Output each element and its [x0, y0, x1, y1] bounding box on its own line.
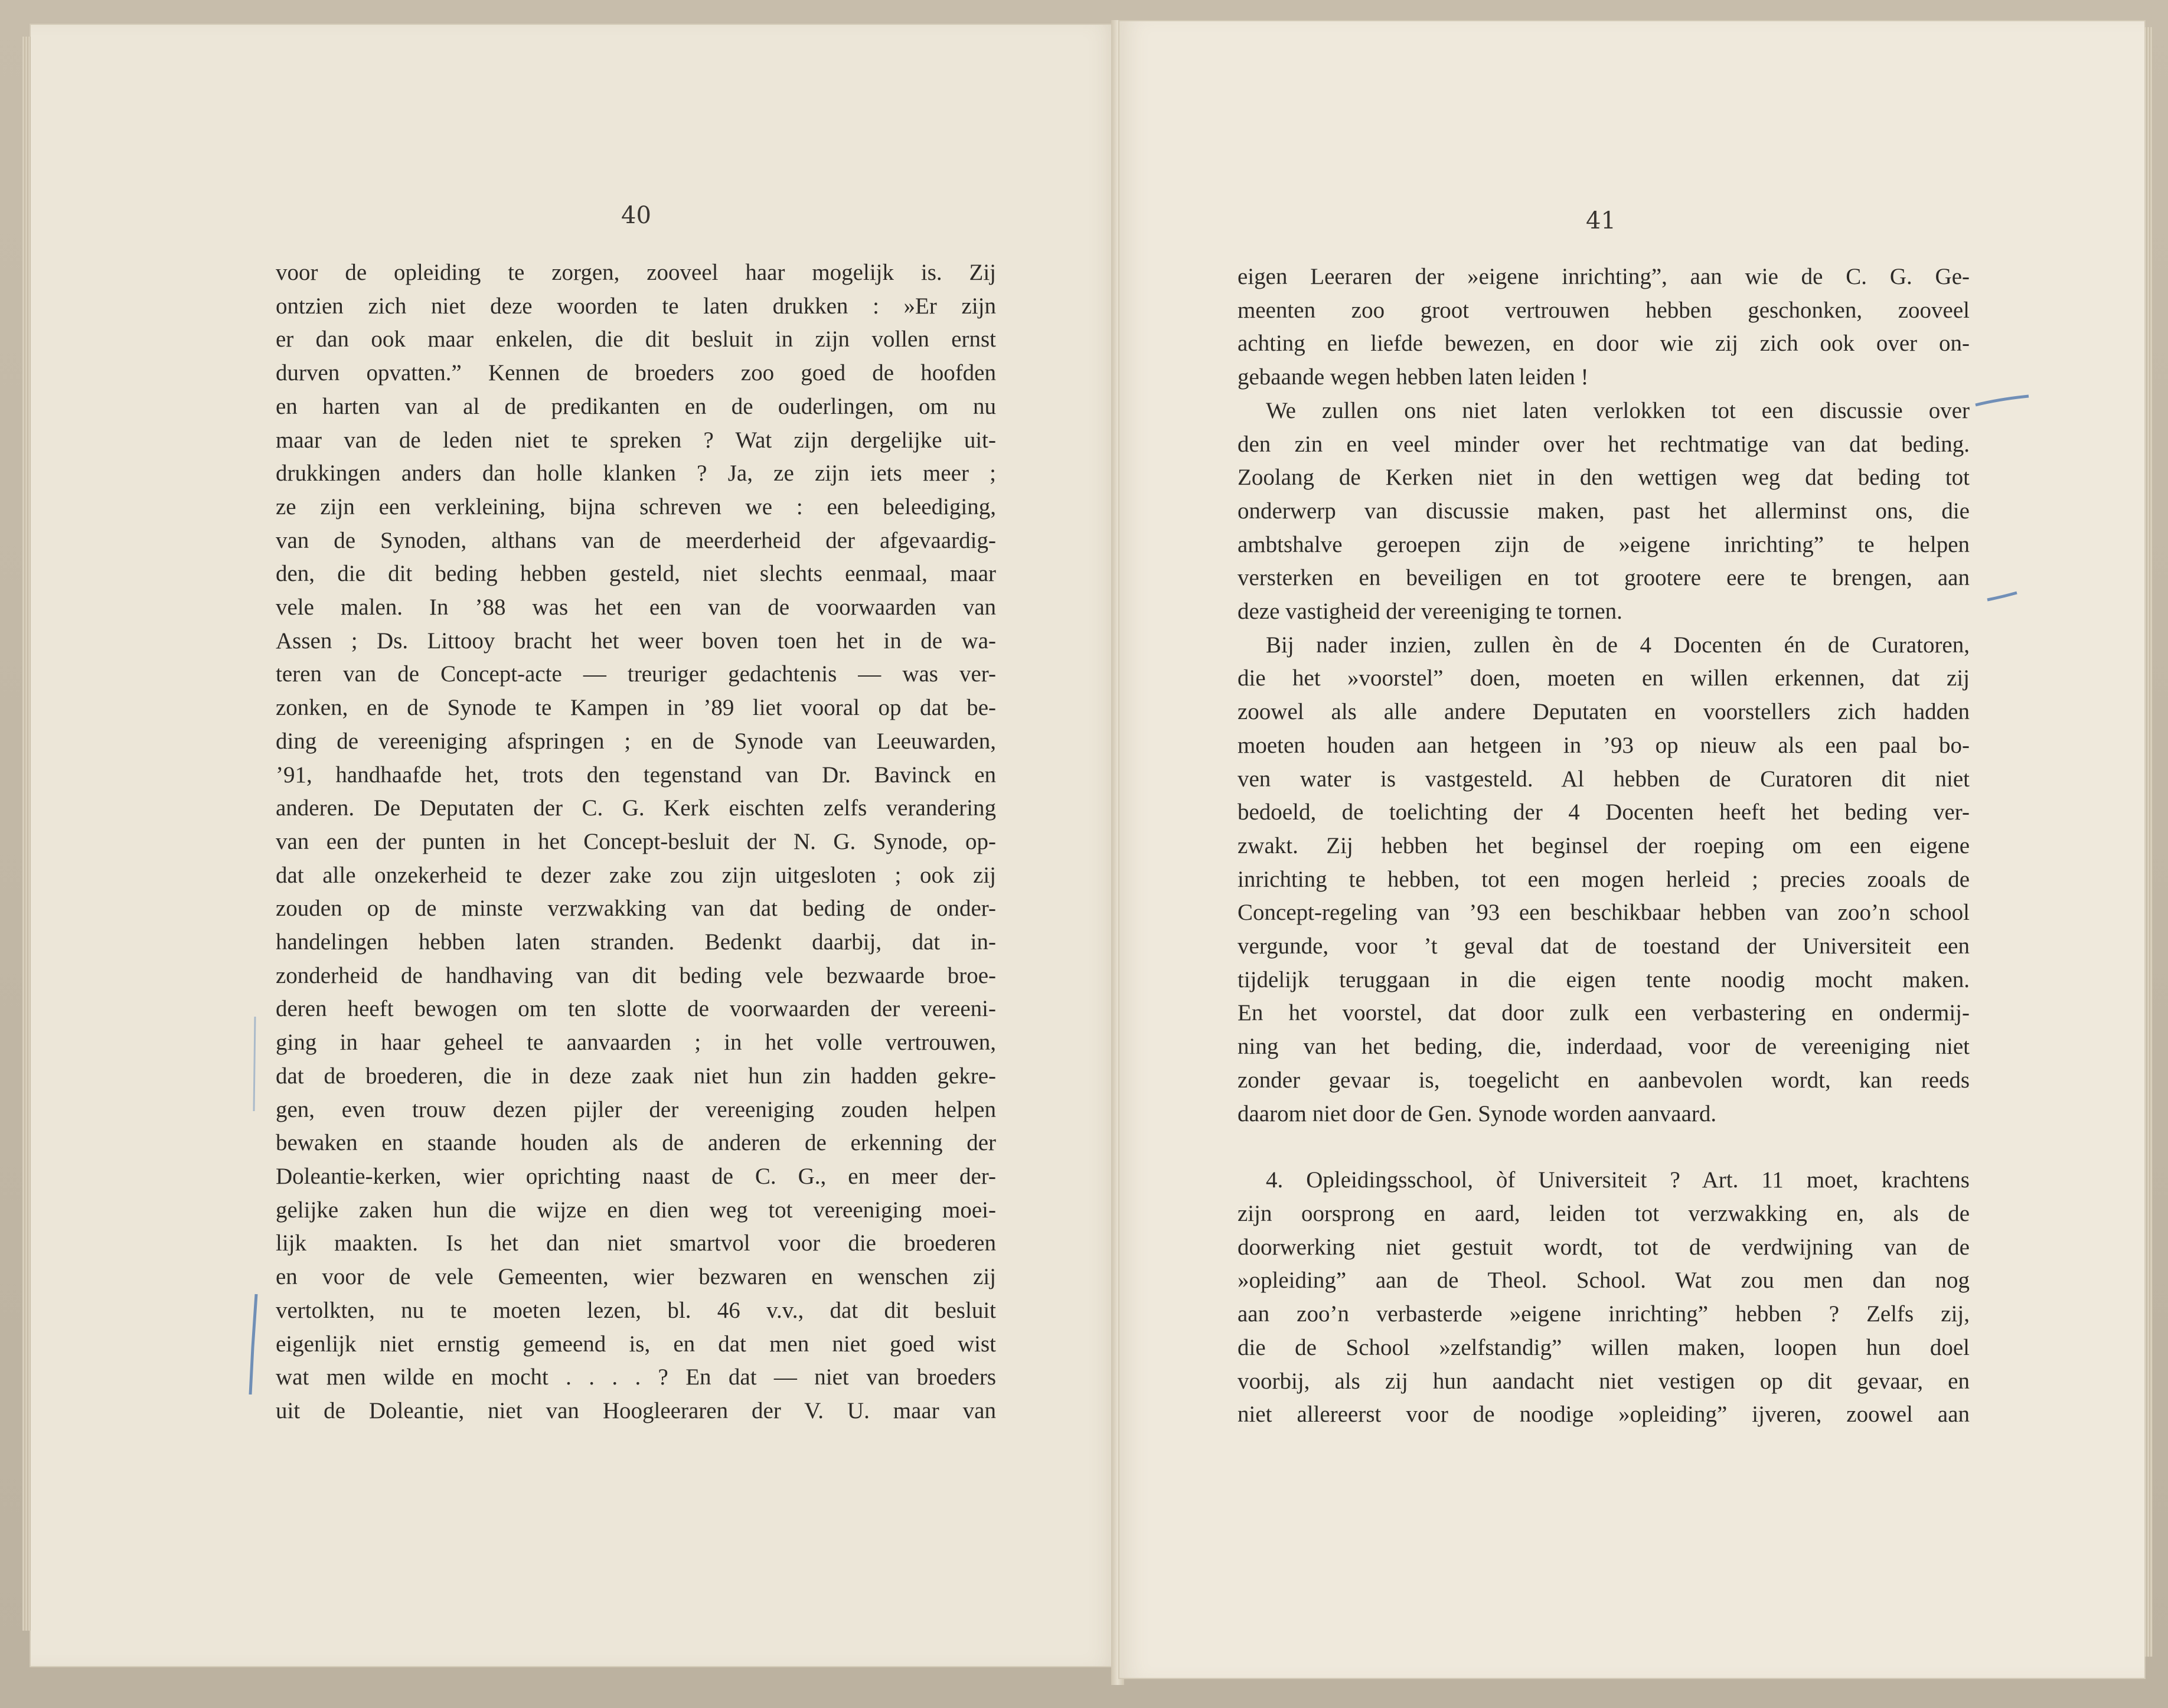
pencil-margin-mark-left [243, 1017, 267, 1395]
text-line: gelijke zaken hun die wijze en dien weg tot vereeniging moei- [276, 1197, 996, 1223]
text-line: handelingen hebben laten stranden. Bedenkt daarbij, dat in- [276, 929, 996, 955]
text-line: vergunde, voor ’t geval dat de toestand der Universiteit een [1238, 933, 1970, 959]
text-line: ning van het beding, die, inderdaad, voor de vereeniging niet [1238, 1034, 1970, 1060]
text-line: zwakt. Zij hebben het beginsel der roeping om een eigene [1238, 832, 1970, 858]
text-line: er dan ook maar enkelen, die dit besluit in zijn vollen ernst [276, 326, 996, 352]
text-line: daarom niet door de Gen. Synode worden aanvaard. [1238, 1100, 1717, 1126]
paragraph-first-line: 4. Opleidingsschool, òf Universiteit ? Art. 11 moet, krachtens [1266, 1167, 1970, 1193]
text-line: dat de broederen, die in deze zaak niet hun zin hadden gekre- [276, 1063, 996, 1089]
open-book [18, 20, 2150, 1691]
text-line: maar van de leden niet te spreken ? Wat zijn dergelijke uit- [276, 427, 996, 453]
text-line: bewaken en staande houden als de anderen de erkenning der [276, 1130, 996, 1156]
text-line: en voor de vele Gemeenten, wier bezwaren en wenschen zij [276, 1264, 996, 1290]
left-page [30, 24, 1118, 1667]
text-line: zonder gevaar is, toegelicht en aanbevolen wordt, kan reeds [1238, 1067, 1970, 1093]
text-line: uit de Doleantie, niet van Hoogleeraren der V. U. maar van [276, 1397, 996, 1423]
text-line: eigenlijk niet ernstig gemeend is, en dat men niet goed wist [276, 1331, 996, 1357]
text-line: voor de opleiding te zorgen, zooveel haar mogelijk is. Zij [276, 260, 996, 285]
text-line: voorbij, als zij hun aandacht niet vestigen op dit gevaar, en [1238, 1368, 1970, 1394]
text-line: achting en liefde bewezen, en door wie zij zich ook over on- [1238, 331, 1970, 357]
text-line: van de Synoden, althans van de meerderheid der afgevaardig- [276, 527, 996, 553]
text-line: anderen. De Deputaten der C. G. Kerk eischten zelfs verandering [276, 795, 996, 821]
text-line: vele malen. In ’88 was het een van de voorwaarden van [276, 595, 996, 621]
text-line: aan zoo’n verbasterde »eigene inrichting” hebben ? Zelfs zij, [1238, 1301, 1970, 1327]
section-gap [1238, 1131, 1970, 1164]
text-line: ze zijn een verkleining, bijna schreven we : een beleediging, [276, 494, 996, 520]
text-line: doorwerking niet gestuit wordt, tot de verdwijning van de [1238, 1234, 1970, 1260]
text-line: durven opvatten.” Kennen de broeders zoo goed de hoofden [276, 360, 996, 386]
text-line: niet allereerst voor de noodige »opleiding” ijveren, zoowel aan [1238, 1402, 1970, 1428]
text-line: dat alle onzekerheid te dezer zake zou zijn uitgesloten ; ook zij [276, 862, 996, 888]
text-line: ambtshalve geroepen zijn de »eigene inrichting” te helpen [1238, 531, 1970, 557]
text-line: Concept-regeling van ’93 een beschikbaar hebben van zoo’n school [1238, 900, 1970, 926]
right-page-edge [2144, 27, 2153, 1657]
text-line: tijdelijk teruggaan in die eigen tente noodig mocht maken. [1238, 966, 1970, 992]
text-line: den zin en veel minder over het rechtmatige van dat beding. [1238, 431, 1970, 457]
text-line: Doleantie-kerken, wier oprichting naast de C. G., en meer der- [276, 1163, 996, 1189]
text-line: Assen ; Ds. Littooy bracht het weer boven toen het in de wa- [276, 628, 996, 654]
text-line: ontzien zich niet deze woorden te laten drukken : »Er zijn [276, 293, 996, 319]
text-line: wat men wilde en mocht . . . . ? En dat — niet van broeders [276, 1364, 996, 1390]
text-line: zonken, en de Synode te Kampen in ’89 liet vooral op dat be- [276, 695, 996, 721]
text-line: moeten houden aan hetgeen in ’93 op nieuw als een paal bo- [1238, 732, 1970, 758]
text-line: zoowel als alle andere Deputaten en voorstellers zich hadden [1238, 699, 1970, 725]
text-line: ven water is vastgesteld. Al hebben de Curatoren dit niet [1238, 766, 1970, 792]
right-page [1118, 20, 2146, 1679]
paragraph-first-line: eigen Leeraren der »eigene inrichting”, aan wie de C. G. Ge- [1238, 264, 1970, 289]
text-line: deren heeft bewogen om ten slotte de voorwaarden der vereeni- [276, 996, 996, 1022]
right-page-text [1238, 260, 1970, 1432]
left-page-text [276, 256, 996, 1428]
page-number-left: 40 [621, 202, 651, 229]
text-line: zouden op de minste verzwakking van dat beding de onder- [276, 896, 996, 922]
text-line: En het voorstel, dat door zulk een verbastering en ondermij- [1238, 1000, 1970, 1026]
text-line: deze vastigheid der vereeniging te tornen. [1238, 599, 1622, 625]
text-line: en harten van al de predikanten en de ouderlingen, om nu [276, 393, 996, 419]
paragraph-first-line: We zullen ons niet laten verlokken tot een discussie over [1266, 397, 1970, 423]
text-line: versterken en beveiligen en tot grootere eere te brengen, aan [1238, 565, 1970, 591]
text-line: ging in haar geheel te aanvaarden ; in het volle vertrouwen, [276, 1030, 996, 1056]
paragraph-first-line: Bij nader inzien, zullen èn de 4 Docenten én de Curatoren, [1266, 632, 1970, 658]
text-line: meenten zoo groot vertrouwen hebben geschonken, zooveel [1238, 297, 1970, 323]
text-line: zonderheid de handhaving van dit beding vele bezwaarde broe- [276, 962, 996, 988]
text-line: »opleiding” aan de Theol. School. Wat zou men dan nog [1238, 1268, 1970, 1294]
page-number-right: 41 [1586, 207, 1616, 234]
text-line: gebaande wegen hebben laten leiden ! [1238, 364, 1589, 390]
pencil-margin-mark-right [1970, 393, 2052, 629]
text-line: inrichting te hebben, tot een mogen herleid ; precies zooals de [1238, 866, 1970, 892]
text-line: teren van de Concept-acte — treuriger gedachtenis — was ver- [276, 661, 996, 687]
text-line: onderwerp van discussie maken, past het allerminst ons, die [1238, 498, 1970, 524]
text-line: drukkingen anders dan holle klanken ? Ja, ze zijn iets meer ; [276, 461, 996, 486]
text-line: zijn oorsprong en aard, leiden tot verzwakking en, als de [1238, 1200, 1970, 1226]
left-page-edge [22, 37, 31, 1631]
text-line: vertolkten, nu te moeten lezen, bl. 46 v.v., dat dit besluit [276, 1297, 996, 1323]
text-line: Zoolang de Kerken niet in den wettigen weg dat beding tot [1238, 465, 1970, 491]
text-line: gen, even trouw dezen pijler der vereeniging zouden helpen [276, 1096, 996, 1122]
text-line: lijk maakten. Is het dan niet smartvol voor die broederen [276, 1230, 996, 1256]
text-line: die de School »zelfstandig” willen maken, loopen hun doel [1238, 1334, 1970, 1360]
text-line: den, die dit beding hebben gesteld, niet slechts eenmaal, maar [276, 561, 996, 587]
text-line: ’91, handhaafde het, trots den tegenstand van Dr. Bavinck en [276, 762, 996, 788]
text-line: ding de vereeniging afspringen ; en de Synode van Leeuwarden, [276, 728, 996, 754]
text-line: bedoeld, de toelichting der 4 Docenten heeft het beding ver- [1238, 799, 1970, 825]
text-line: die het »voorstel” doen, moeten en willen erkennen, dat zij [1238, 665, 1970, 691]
text-line: van een der punten in het Concept-besluit der N. G. Synode, op- [276, 828, 996, 854]
